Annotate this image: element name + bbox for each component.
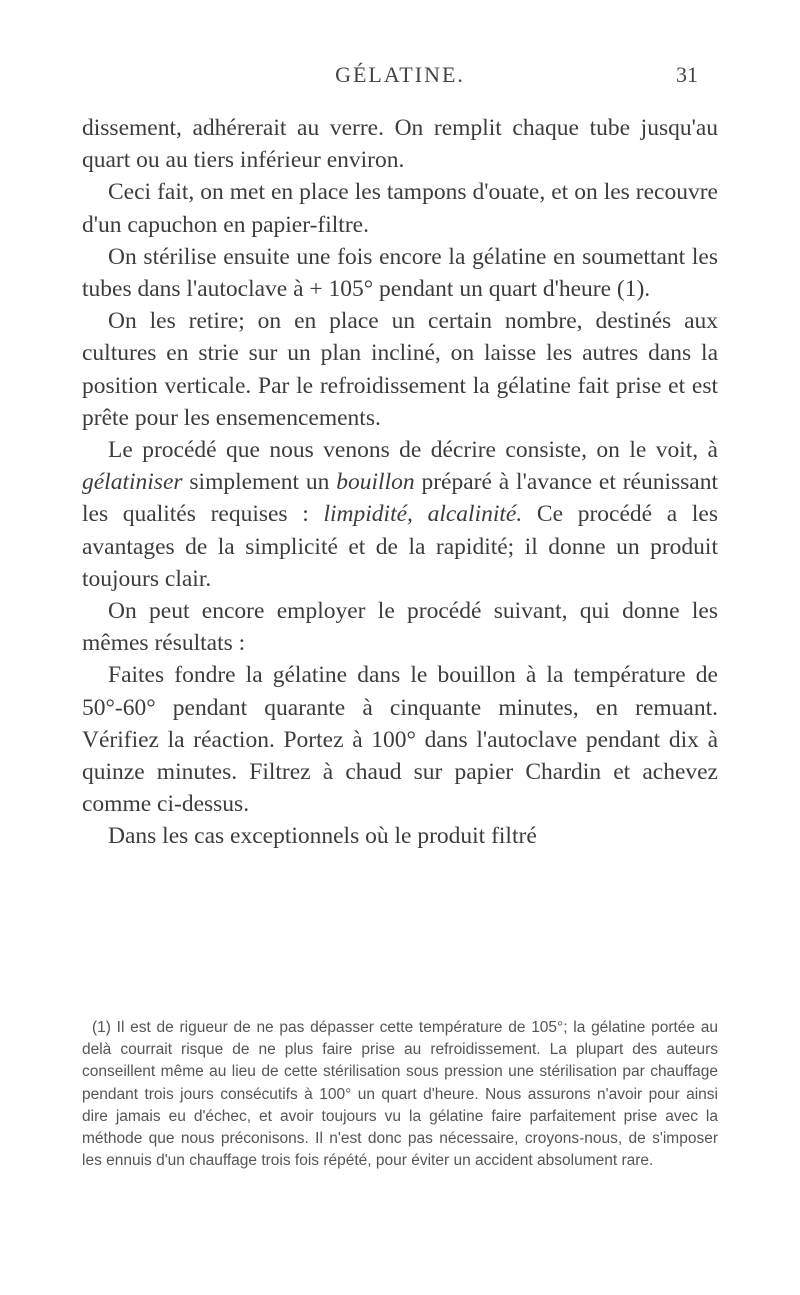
paragraph-1: dissement, adhérerait au verre. On remplit chaque tube jusqu'au quart ou au tiers inférieur environ. <box>82 115 718 174</box>
footnote-text: (1) Il est de rigueur de ne pas dépasser cette température de 105°; la gélatine portée au delà courrait risque de ne plus faire prise au refroidissement. La plupart des auteurs conseillent même au lieu de cette stérilisation sous pression une stérilisation par chauffage pendant trois jours consécutifs à 100° un quart d'heure. Nous assurons n'avoir pour ainsi dire jamais eu d'échec, et avoir toujours vu la gélatine faire parfaitement prise avec la méthode que nous préconisons. Il n'est donc pas nécessaire, croyons-nous, de s'imposer les ennuis d'un chauffage trois fois répété, pour éviter un accident absolument rare. <box>82 1019 718 1170</box>
paragraph-8: Dans les cas exceptionnels où le produit filtré <box>108 823 537 850</box>
running-title: GÉLATINE. <box>335 62 465 87</box>
paragraph-5 <box>82 434 718 595</box>
paragraph-2: Ceci fait, on met en place les tampons d'ouate, et on les recouvre d'un capuchon en papier-filtre. <box>82 179 718 238</box>
paragraph-7: Faites fondre la gélatine dans le bouillon à la température de 50°-60° pendant quarante à cinquante minutes, en remuant. Vérifiez la réaction. Portez à 100° dans l'autoclave pendant dix à quinze minutes. Filtrez à chaud sur papier Chardin et achevez comme ci-dessus. <box>82 662 718 818</box>
page-number: 31 <box>676 62 698 87</box>
page-header <box>0 62 800 92</box>
term-bouillon: bouillon <box>336 469 415 496</box>
term-gelatiniser: gélatiniser <box>82 469 183 496</box>
footnote <box>82 1017 718 1172</box>
paragraph-5-part-d: Ce procédé a les avantages de la simplicité et de la rapidité; il donne un produit toujours clair. <box>82 501 718 592</box>
body-text <box>82 112 718 853</box>
paragraph-5-part-b: simplement un <box>182 469 337 496</box>
paragraph-5-part-a: Le procédé que nous venons de décrire consiste, on le voit, à <box>108 437 718 464</box>
term-qualites: limpidité, alcalinité. <box>323 501 523 528</box>
paragraph-6: On peut encore employer le procédé suivant, qui donne les mêmes résultats : <box>82 598 718 657</box>
paragraph-3: On stérilise ensuite une fois encore la gélatine en soumettant les tubes dans l'autoclave à + 105° pendant un quart d'heure (1). <box>82 243 718 303</box>
paragraph-5-part-c: préparé à l'avance et réunissant les qualités requises : <box>82 469 718 528</box>
paragraph-4: On les retire; on en place un certain nombre, destinés aux cultures en strie sur un plan incliné, on laisse les autres dans la position verticale. Par le refroidissement la gélatine fait prise et est prête pour les ensemencements. <box>82 308 718 431</box>
